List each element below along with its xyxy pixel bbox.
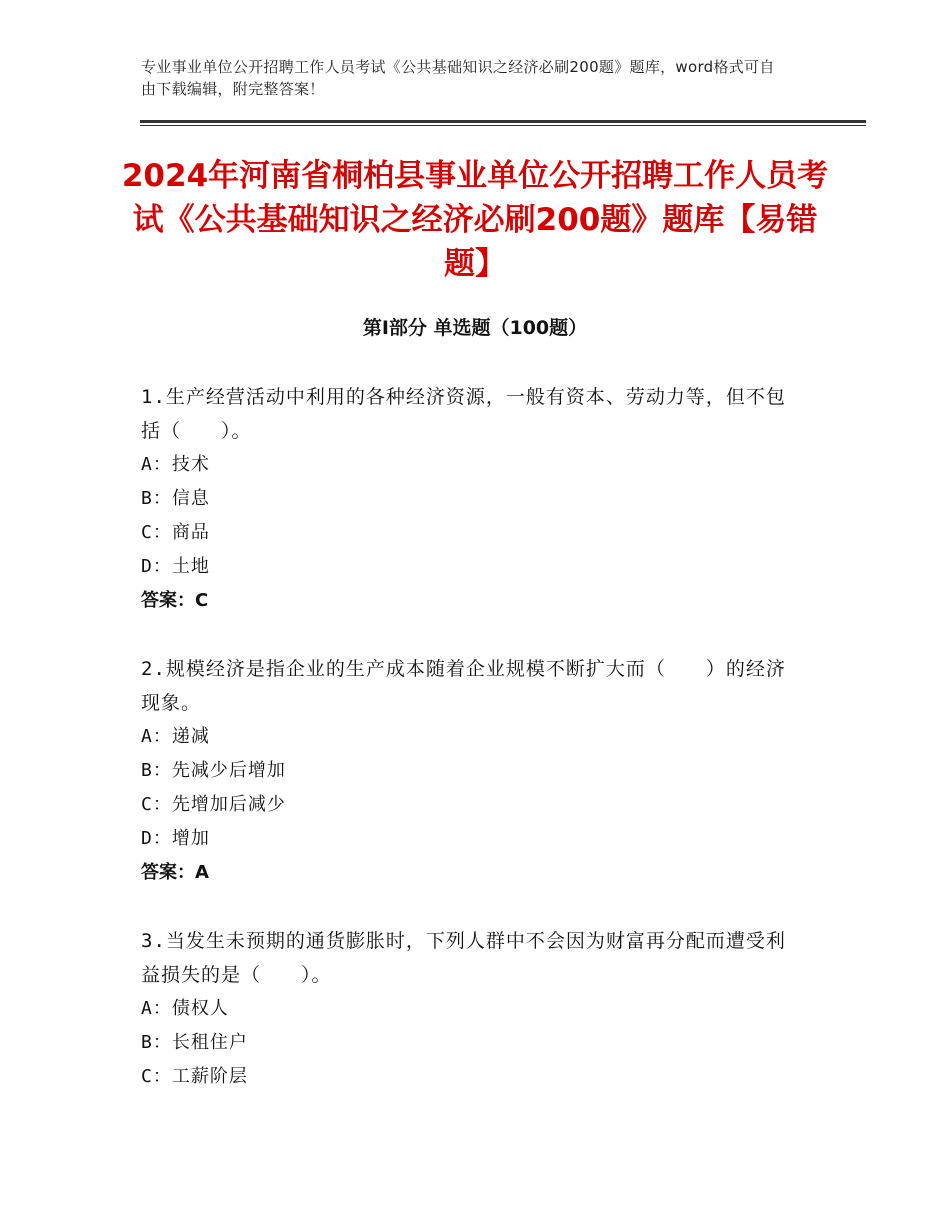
header-divider [140,120,866,126]
document-title: 2024年河南省桐柏县事业单位公开招聘工作人员考试《公共基础知识之经济必刷200题》题库【易错题】 [121,158,829,282]
option-b: B：信息 [141,488,210,509]
answer: 答案：C [141,590,209,611]
option-b: B：长租住户 [141,1032,248,1053]
section-title: 第Ⅰ部分 单选题（100题） [362,317,588,339]
question-stem: 3.当发生未预期的通货膨胀时，下列人群中不会因为财富再分配而遭受利益损失的是（ ）。 [141,930,786,986]
question-stem: 1.生产经营活动中利用的各种经济资源，一般有资本、劳动力等，但不包括（ ）。 [141,386,786,442]
option-c: C：商品 [141,522,210,543]
question-list [141,380,801,1128]
option-c: C：先增加后减少 [141,794,286,815]
option-c: C：工薪阶层 [141,1066,248,1087]
question-2 [141,652,801,890]
option-d: D：土地 [141,556,210,577]
question-3 [141,924,801,1094]
option-a: A：技术 [141,454,210,475]
option-d: D：增加 [141,828,210,849]
option-a: A：递减 [141,726,210,747]
answer: 答案：A [141,862,209,883]
header-note: 专业事业单位公开招聘工作人员考试《公共基础知识之经济必刷200题》题库，word格式可自由下载编辑，附完整答案！ [141,58,775,98]
question-1 [141,380,801,618]
option-a: A：债权人 [141,998,229,1019]
option-b: B：先减少后增加 [141,760,286,781]
question-stem: 2.规模经济是指企业的生产成本随着企业规模不断扩大而（ ）的经济现象。 [141,658,786,714]
